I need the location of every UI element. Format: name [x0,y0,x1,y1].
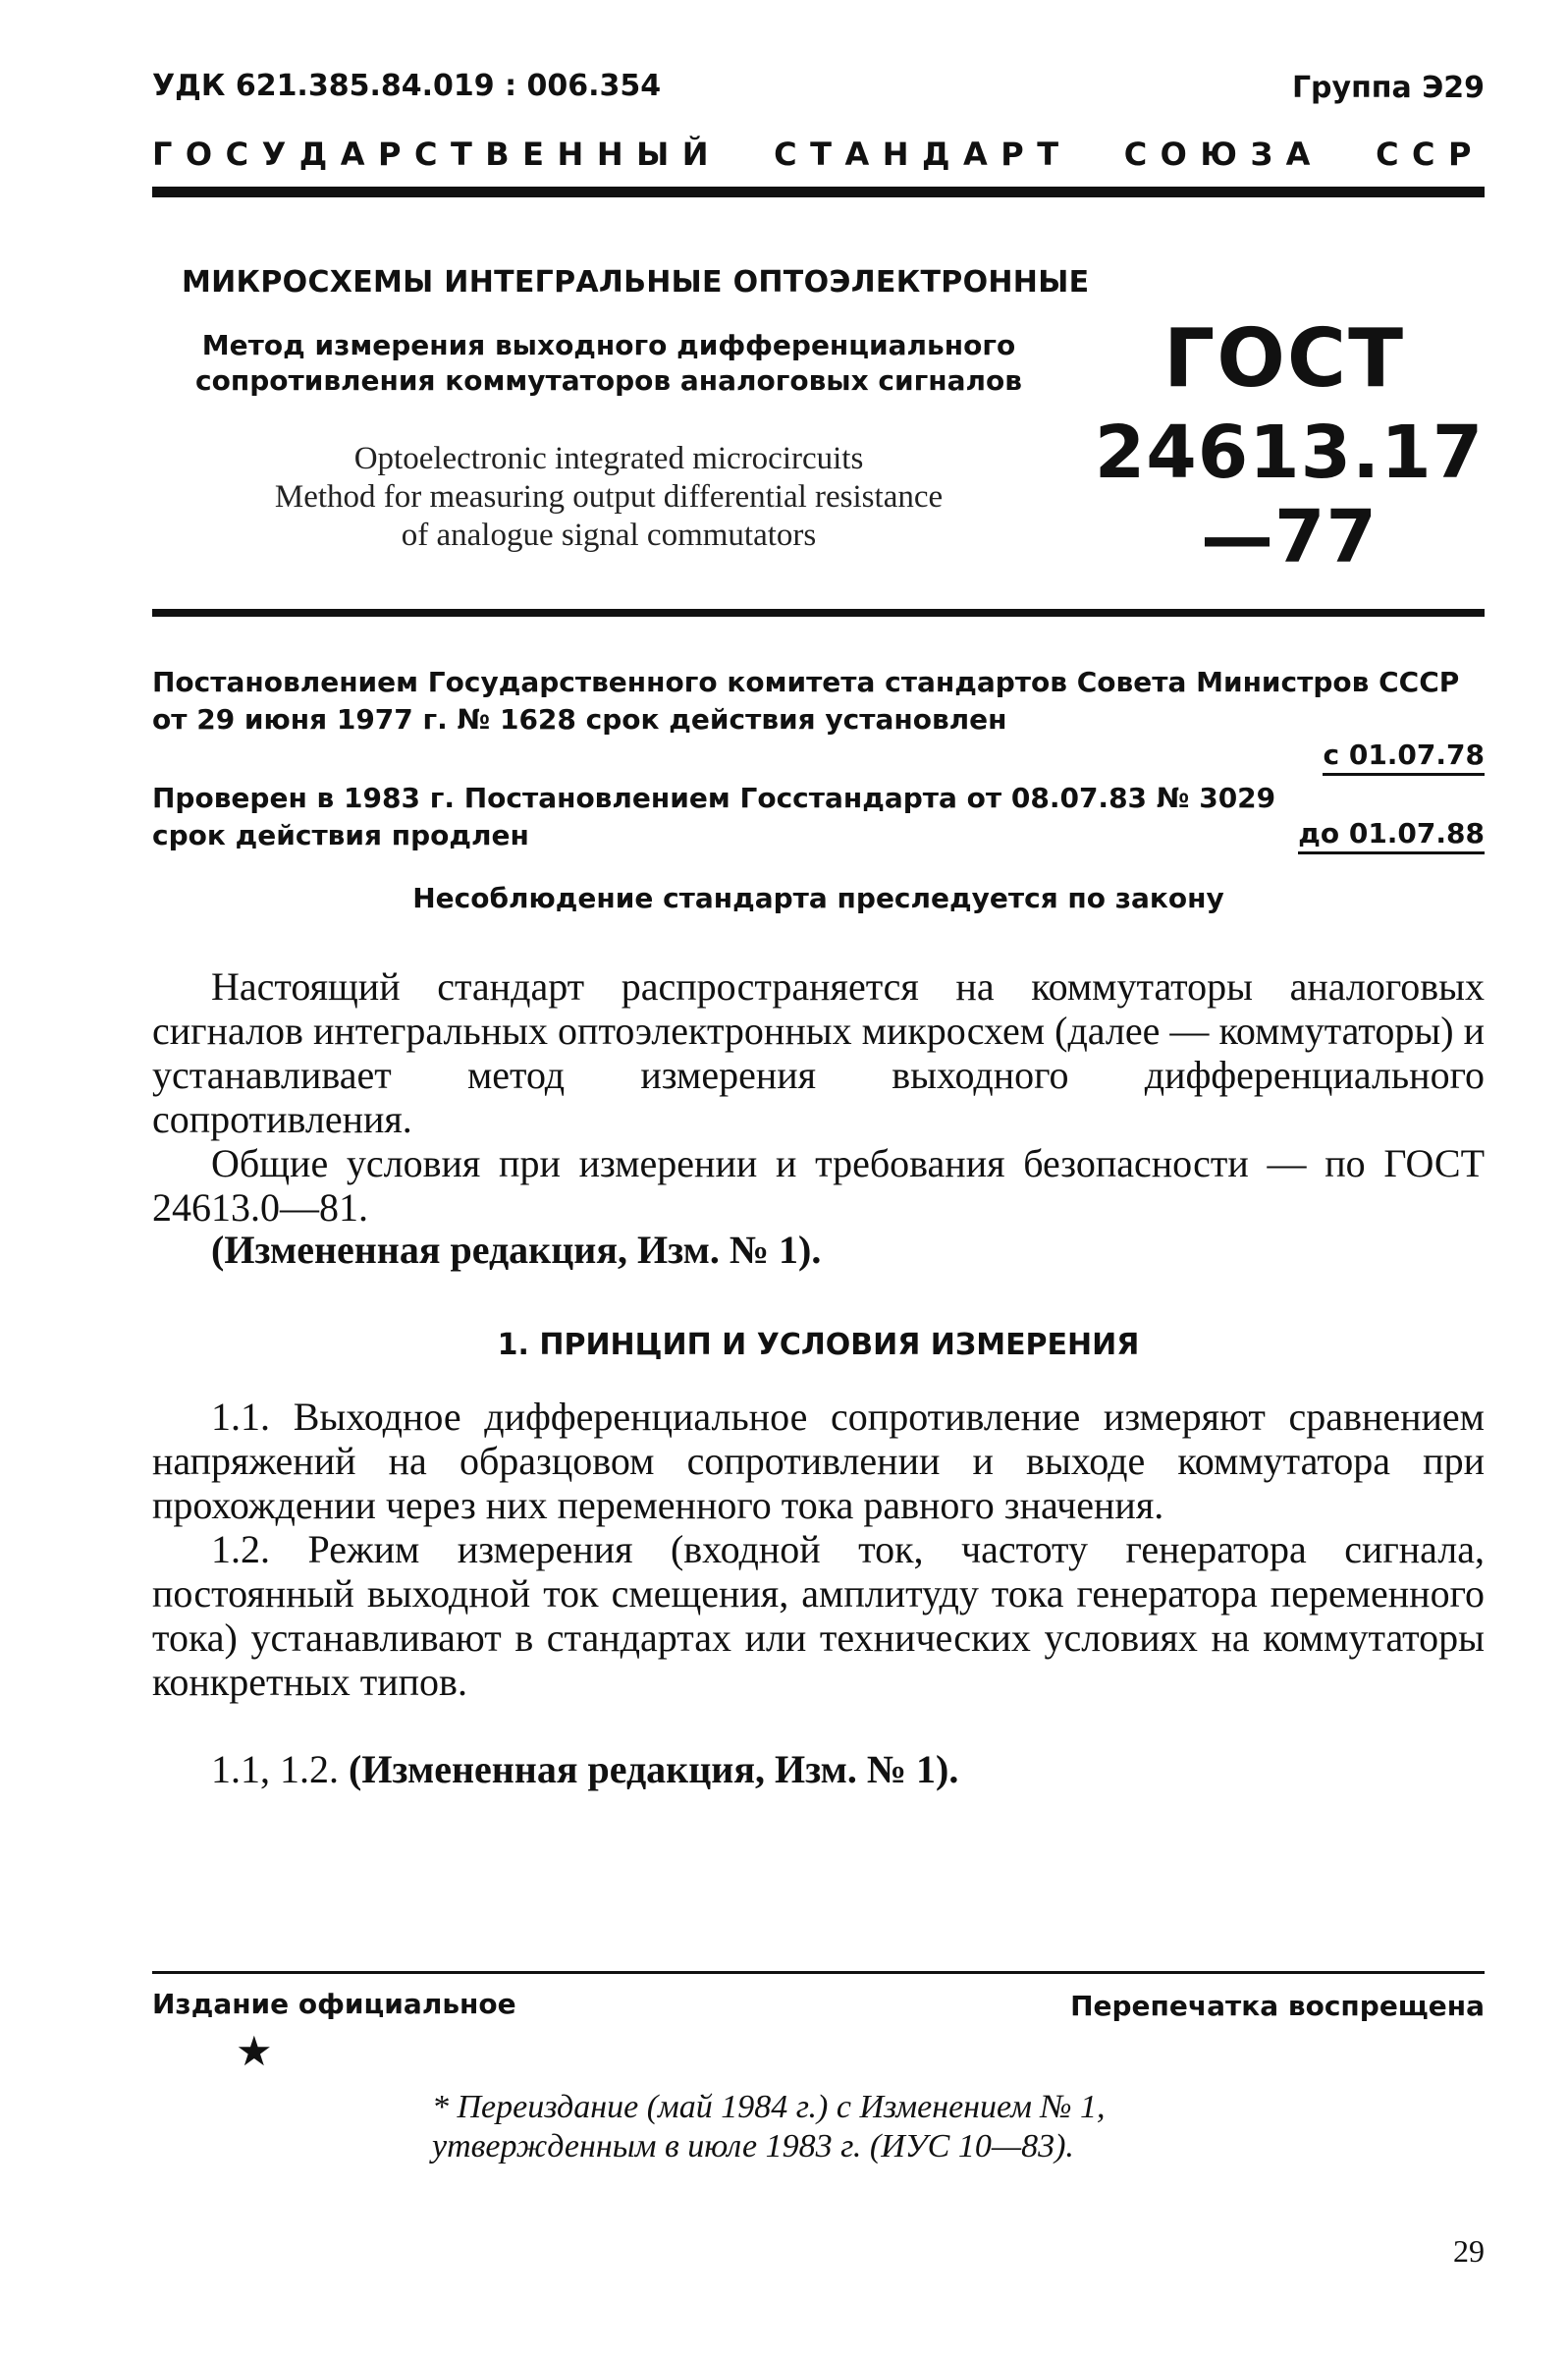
banner-word-4: ССР [1376,136,1485,173]
gost-number: 24613.17—77 [1094,411,1485,579]
subtitle-line-2: сопротивления коммутаторов аналоговых сигналов [195,364,1022,397]
star-icon: ★ [236,2027,273,2075]
reprint-prohibited: Перепечатка воспрещена [1070,1990,1485,2022]
amendment-clause-refs: 1.1, 1.2. [211,1747,349,1791]
banner-word-1: ГОСУДАРСТВЕННЫЙ [152,136,723,173]
subtitle-russian [147,328,1070,399]
group-code: Группа Э29 [1291,71,1485,105]
english-line-1: Optoelectronic integrated microcircuits [353,441,864,476]
section-1-heading: 1. ПРИНЦИП И УСЛОВИЯ ИЗМЕРЕНИЯ [497,1328,1140,1362]
footer-rule [152,1971,1485,1974]
gost-label: ГОСТ [1162,312,1406,406]
clause-1-2: 1.2. Режим измерения (входной ток, частоту генератора сигнала, постоянный выходной ток смещения, амплитуду тока генератора переменного тока) устанавливают в стандартах или технических условиях на коммутаторы конкретных типов. [152,1527,1485,1704]
intro-amendment-note: (Измененная редакция, Изм. № 1). [211,1228,822,1272]
english-line-3: of analogue signal commutators [401,518,817,553]
english-line-2: Method for measuring output differential resistance [274,479,944,515]
state-standard-banner [152,136,1485,173]
valid-from-date: с 01.07.78 [1323,739,1485,776]
checked-text [152,780,1281,854]
header-rule [152,187,1485,197]
title-english [147,440,1070,555]
page-number: 29 [1453,2233,1485,2269]
intro-paragraph-1: Настоящий стандарт распространяется на коммутаторы аналоговых сигналов интегральных оптоэлектронных микросхем (далее — коммутаторы) и устанавливает метод измерения выходного дифференциального сопротивления. [152,964,1485,1141]
amendment-text: (Измененная редакция, Изм. № 1). [349,1747,959,1791]
intro-text [152,964,1485,1230]
clause-1-1: 1.1. Выходное дифференциальное сопротивление измеряют сравнением напряжений на образцовом сопротивлении и выходе коммутатора при прохождении через них переменного тока равного значения. [152,1395,1485,1527]
official-edition: Издание официальное [152,1988,516,2020]
valid-to-date: до 01.07.88 [1298,817,1485,854]
intro-paragraph-2: Общие условия при измерении и требования безопасности — по ГОСТ 24613.0—81. [152,1141,1485,1230]
clauses-amendment-note [211,1746,958,1792]
banner-word-3: СОЮЗА [1123,136,1324,173]
reissue-footnote [432,2088,1106,2166]
subtitle-line-1: Метод измерения выходного дифференциального [201,329,1016,361]
violation-notice: Несоблюдение стандарта преследуется по закону [412,882,1224,914]
title-russian: МИКРОСХЕМЫ ИНТЕГРАЛЬНЫЕ ОПТОЭЛЕКТРОННЫЕ [182,265,1090,300]
footnote-line-1: * Переиздание (май 1984 г.) с Изменением № 1, [432,2089,1106,2125]
udk-code: УДК 621.385.84.019 : 006.354 [152,69,662,103]
section-1-clauses [152,1395,1485,1704]
title-rule [152,609,1485,617]
banner-word-2: СТАНДАРТ [774,136,1072,173]
checked-line-2: срок действия продлен [152,819,529,851]
decree-text: Постановлением Государственного комитета стандартов Совета Министров СССР от 29 июня 1977 г. № 1628 срок действия установлен [152,666,1460,736]
checked-line-1: Проверен в 1983 г. Постановлением Госстандарта от 08.07.83 № 3029 [152,782,1276,814]
footnote-line-2: утвержденным в июле 1983 г. (ИУС 10—83). [432,2128,1074,2164]
